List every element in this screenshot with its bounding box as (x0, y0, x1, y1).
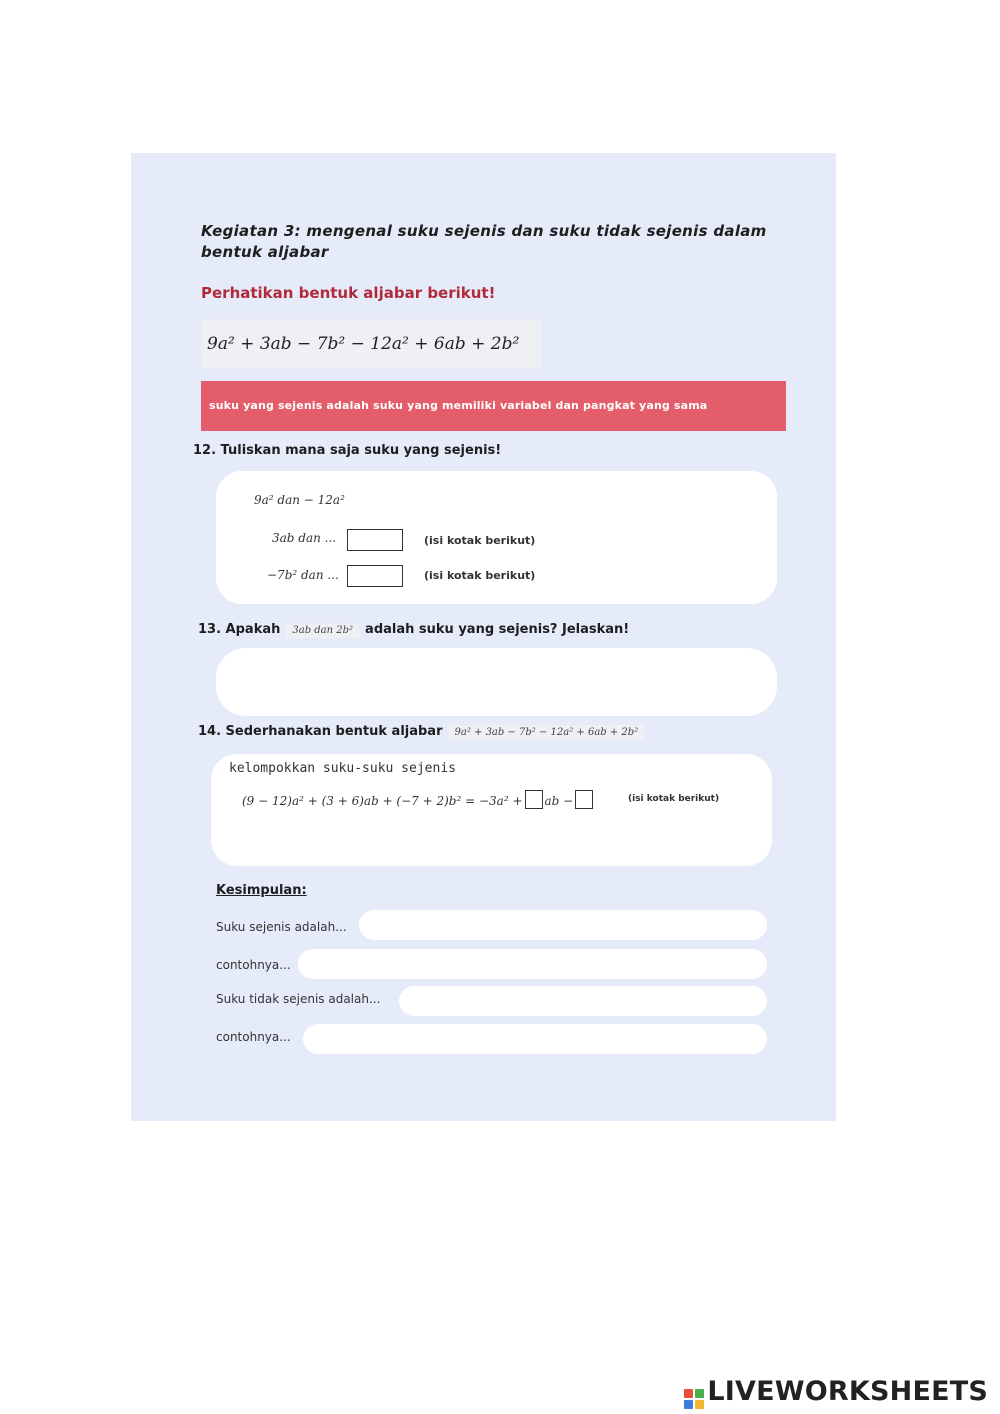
logo-text: LIVEWORKSHEETS (707, 1376, 988, 1407)
q13-math: 3ab dan 2b² (286, 623, 359, 638)
q13-prefix: 13. Apakah (198, 622, 281, 637)
q12-row2-answer-box[interactable] (347, 565, 403, 587)
q12-row2-term: −7b² dan ... (267, 568, 339, 582)
expression-box: 9a² + 3ab − 7b² − 12a² + 6ab + 2b² (201, 319, 541, 369)
q14-prefix: 14. Sederhanakan bentuk aljabar (198, 724, 443, 739)
conclusion-field-4[interactable] (303, 1024, 767, 1054)
conclusion-field-1[interactable] (359, 910, 767, 940)
q13-answer-field[interactable] (216, 648, 777, 716)
conclusion-label-2: contohnya... (216, 958, 291, 972)
q12-row1-hint: (isi kotak berikut) (424, 534, 536, 547)
conclusion-label-4: contohnya... (216, 1030, 291, 1044)
conclusion-field-2[interactable] (298, 949, 767, 979)
conclusion-label-3: Suku tidak sejenis adalah... (216, 992, 381, 1006)
q12-row2-hint: (isi kotak berikut) (424, 569, 536, 582)
question-14 (198, 724, 650, 740)
conclusion-field-3[interactable] (399, 986, 767, 1016)
q12-example: 9a² dan − 12a² (254, 493, 345, 507)
q14-ab-coefficient-box[interactable] (525, 790, 543, 809)
q14-panel (211, 754, 772, 866)
q14-hint: (isi kotak berikut) (628, 794, 720, 804)
q12-answer-panel (216, 471, 777, 604)
question-13 (198, 622, 629, 638)
q14-b2-term-box[interactable] (575, 790, 593, 809)
question-12: 12. Tuliskan mana saja suku yang sejenis! (193, 443, 502, 458)
instruction-text: Perhatikan bentuk aljabar berikut! (201, 284, 496, 302)
liveworksheets-logo (684, 1376, 988, 1409)
q12-row1-answer-box[interactable] (347, 529, 403, 551)
worksheet-page (131, 153, 836, 1121)
definition-banner: suku yang sejenis adalah suku yang memiliki variabel dan pangkat yang sama (201, 381, 786, 431)
q14-instruction: kelompokkan suku-suku sejenis (229, 761, 456, 776)
logo-square-blue (684, 1400, 693, 1409)
q12-row1-term: 3ab dan ... (272, 531, 337, 545)
conclusion-heading: Kesimpulan: (216, 883, 307, 898)
q13-suffix: adalah suku yang sejenis? Jelaskan! (365, 622, 630, 637)
q14-equation (242, 790, 595, 809)
logo-mark-icon (684, 1389, 704, 1409)
q14-math: 9a² + 3ab − 7b² − 12a² + 6ab + 2b² (449, 725, 645, 740)
conclusion-label-1: Suku sejenis adalah... (216, 920, 347, 934)
activity-title: Kegiatan 3: mengenal suku sejenis dan suku tidak sejenis dalam bentuk aljabar (201, 222, 767, 261)
q14-equation-lhs: (9 − 12)a² + (3 + 6)ab + (−7 + 2)b² = −3a² + (242, 794, 523, 808)
logo-square-green (695, 1389, 704, 1398)
logo-square-yellow (695, 1400, 704, 1409)
q14-equation-mid: ab − (544, 794, 574, 808)
logo-square-red (684, 1389, 693, 1398)
